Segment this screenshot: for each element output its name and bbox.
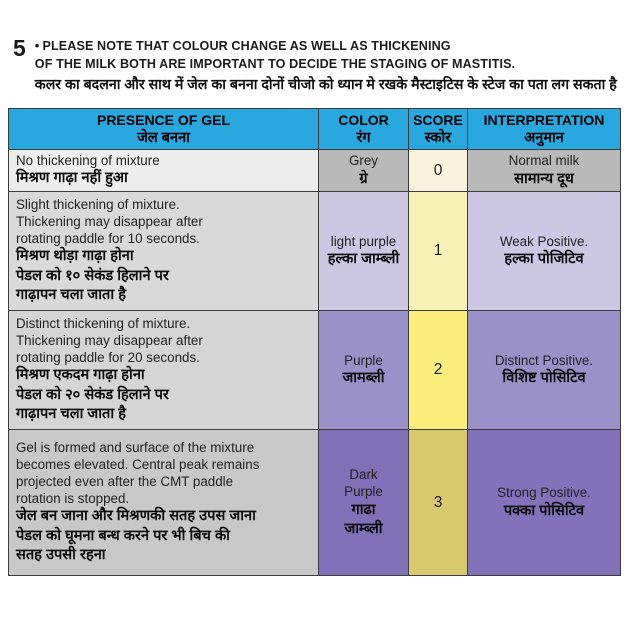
header-color-hi: रंग — [356, 130, 371, 146]
presence-text-hi: जेल बन जाना और मिश्रणकी सतह उपस जाना पेडल को घूमना बन्ध करने पर भी बिच की सतह उपसी रहना — [16, 508, 256, 564]
score-cell — [409, 430, 468, 576]
note-hindi-line: कलर का बदलना और साथ में जेल का बनना दोनों चीजो को ध्यान मे रखके मैस्टाइटिस के स्टेज का पता लग सकता है — [34, 77, 617, 93]
header-interpretation-hi: अनुमान — [524, 130, 564, 146]
cmt-scoring-table — [8, 108, 621, 576]
table-row-score-3 — [9, 430, 621, 576]
presence-text-en: Gel is formed and surface of the mixture becomes elevated. Central peak remains projected even after the CMT paddle rotation is stopped. — [16, 440, 260, 507]
color-text-en: Grey — [348, 153, 379, 168]
header-presence-hi: जेल बनना — [137, 130, 190, 146]
interpretation-text-en: Normal milk — [508, 153, 580, 168]
color-text-en: Purple — [344, 352, 383, 368]
interpretation-cell — [468, 311, 621, 430]
note-number: 5 — [13, 35, 26, 61]
note-line-2: OF THE MILK BOTH ARE IMPORTANT TO DECIDE THE STAGING OF MASTITIS. — [34, 56, 516, 71]
color-text-hi: जामब्ली — [342, 370, 385, 386]
interpretation-text-hi: पक्का पोसिटिव — [503, 502, 585, 519]
color-text-en: Dark Purple — [344, 466, 383, 499]
header-presence-en: PRESENCE OF GEL — [96, 112, 231, 128]
table-header-row — [9, 109, 621, 150]
presence-cell — [9, 192, 319, 311]
score-cell — [409, 311, 468, 430]
interpretation-text-en: Weak Positive. — [499, 233, 589, 249]
score-cell — [409, 150, 468, 192]
bullet-icon: • — [34, 38, 40, 53]
header-color-cell — [319, 109, 409, 150]
header-score-en: SCORE — [413, 112, 463, 128]
interpretation-cell — [468, 192, 621, 311]
score-cell — [409, 192, 468, 311]
color-cell — [319, 311, 409, 430]
header-presence-cell — [9, 109, 319, 150]
note-line-1 — [35, 37, 617, 56]
score-value: 1 — [433, 242, 443, 259]
color-cell — [319, 192, 409, 311]
interpretation-cell — [468, 150, 621, 192]
score-value: 3 — [433, 493, 443, 511]
presence-text-en: Slight thickening of mixture. Thickening may disappear after rotating paddle for 10 seconds. — [16, 197, 203, 247]
score-value: 0 — [433, 161, 443, 179]
interpretation-cell — [468, 430, 621, 576]
note-text-1: PLEASE NOTE THAT COLOUR CHANGE AS WELL AS THICKENING — [42, 39, 451, 53]
presence-text-en: Distinct thickening of mixture. Thickening may disappear after rotating paddle for 20 seconds. — [16, 316, 203, 366]
presence-text-hi: मिश्रण गाढ़ा नहीं हुआ — [16, 170, 128, 187]
table-row-score-1 — [9, 192, 621, 311]
color-text-en: light purple — [330, 233, 397, 249]
presence-text-hi: मिश्रण एकदम गाढ़ा होना पेडल को २० सेकंड हिलाने पर गाढ़ापन चला जाता है — [16, 367, 169, 423]
score-value: 2 — [433, 361, 443, 378]
presence-text-en: No thickening of mixture — [16, 153, 160, 169]
presence-text-hi: मिश्रण थोड़ा गाढ़ा होना पेडल को १० सेकंड हिलाने पर गाढ़ापन चला जाता है — [16, 248, 169, 304]
interpretation-text-en: Distinct Positive. — [494, 352, 594, 368]
header-color-en: COLOR — [338, 112, 389, 128]
interpretation-text-en: Strong Positive. — [497, 485, 591, 500]
note-body — [35, 36, 617, 95]
presence-cell — [9, 311, 319, 430]
table-row-score-0 — [9, 150, 621, 192]
interpretation-text-hi: विशिष्ट पोसिटिव — [502, 370, 586, 386]
interpretation-text-hi: हल्का पोजिटिव — [504, 251, 584, 267]
header-interpretation-cell — [468, 109, 621, 150]
presence-cell — [9, 430, 319, 576]
header-score-hi: स्कोर — [424, 130, 452, 146]
color-text-hi: गाढा जाम्ब्ली — [344, 501, 383, 537]
table-row-score-2 — [9, 311, 621, 430]
interpretation-text-hi: सामान्य दूध — [514, 170, 574, 187]
color-text-hi: हल्का जाम्ब्ली — [327, 251, 400, 267]
color-cell — [319, 430, 409, 576]
color-cell — [319, 150, 409, 192]
color-text-hi: ग्रे — [359, 170, 368, 187]
header-score-cell — [409, 109, 468, 150]
header-interpretation-en: INTERPRETATION — [483, 112, 605, 128]
note-block — [13, 36, 619, 95]
presence-cell — [9, 150, 319, 192]
